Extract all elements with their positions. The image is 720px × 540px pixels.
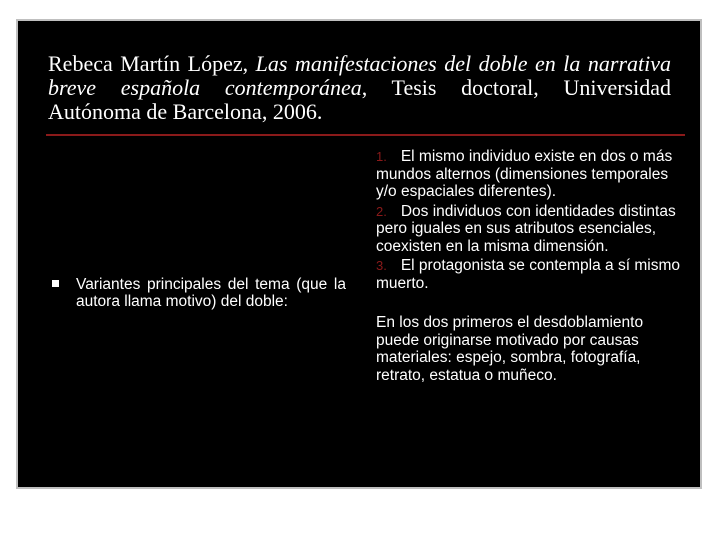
title-work: Las manifestaciones del doble en la narrativa breve española contemporánea [48,51,672,100]
title-source: , Tesis doctoral, Universidad Autónoma de Barcelona, 2006. [48,75,671,124]
item-number: 2. [376,203,387,219]
numbered-item-2 [376,203,686,256]
right-column [376,148,686,384]
item-number: 1. [376,149,387,164]
item-number: 3. [376,258,387,273]
numbered-item-1 [376,148,686,201]
numbered-item-3 [376,257,686,292]
left-bullet-text: Variantes principales del tema (que la autora llama motivo) del doble: [76,276,346,310]
item-text: El mismo individuo existe en dos o más mundos alternos (dimensiones temporales y/o espaciales diferentes). [376,148,673,200]
title-divider [46,134,685,136]
item-text: Dos individuos con identidades distintas pero iguales en sus atributos esenciales, coexisten en la misma dimensión. [376,202,676,255]
item-text: El protagonista se contempla a sí mismo muerto. [376,257,680,292]
explanation-paragraph: En los dos primeros el desdoblamiento puede originarse motivado por causas materiales: espejo, sombra, fotografía, retrato, estatua o muñeco. [376,314,644,384]
title-author: Rebeca Martín López, [48,51,256,76]
slide-title [48,52,671,124]
square-bullet-icon [52,280,59,287]
